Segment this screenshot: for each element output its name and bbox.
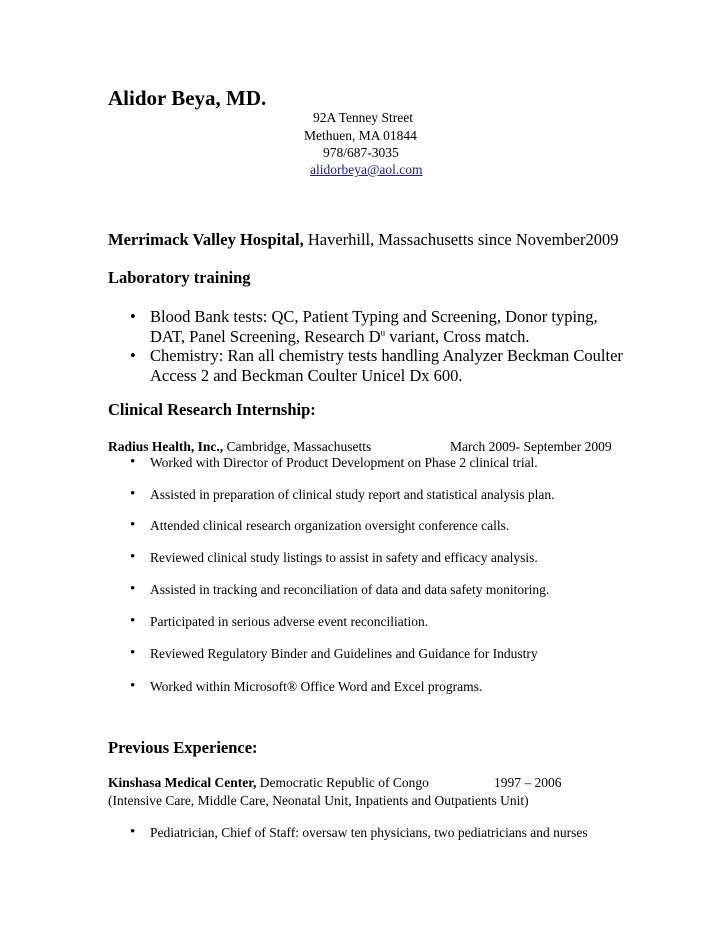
bullet-icon: • (130, 645, 136, 661)
list-item: • Attended clinical research organization oversight conference calls. (130, 517, 510, 533)
list-item: • Worked with Director of Product Development on Phase 2 clinical trial. (130, 454, 538, 470)
list-item (108, 346, 668, 385)
internship-dates: March 2009- September 2009 (450, 439, 612, 454)
previous-dates: 1997 – 2006 (494, 775, 562, 790)
list-item: • Assisted in tracking and reconciliation of data and data safety monitoring. (130, 581, 550, 597)
internship-employer: Radius Health, Inc., (108, 439, 224, 454)
bullet-icon: • (130, 613, 136, 629)
current-employer: Merrimack Valley Hospital, (108, 230, 304, 249)
current-job-details: Haverhill, Massachusetts since November2009 (303, 230, 619, 249)
lab-training-heading: Laboratory training (108, 268, 251, 287)
bullet-line: DAT, Panel Screening, Research $D^u$ variant, Cross match. (150, 326, 530, 346)
previous-experience-heading: Previous Experience: (108, 738, 258, 757)
address-street: 92A Tenney Street (313, 110, 414, 125)
lab-training-list (108, 307, 668, 385)
bullet-icon: • (130, 517, 136, 533)
candidate-name: Alidor Beya, MD. (108, 86, 267, 110)
previous-location: Democratic Republic of Congo (256, 775, 429, 790)
internship-heading: Clinical Research Internship: (108, 400, 316, 419)
address-city: Methuen, MA 01844 (304, 128, 417, 143)
list-item: • Worked within Microsoft® Office Word and Excel programs. (130, 678, 483, 694)
bullet-line: Access 2 and Beckman Coulter Unicel Dx 600. (150, 365, 463, 385)
list-item: • Reviewed clinical study listings to assist in safety and efficacy analysis. (130, 549, 538, 565)
list-item: • Participated in serious adverse event reconciliation. (130, 613, 429, 629)
bullet-icon: • (130, 307, 136, 326)
internship-employer-line (108, 439, 371, 455)
previous-units: (Intensive Care, Middle Care, Neonatal Unit, Inpatients and Outpatients Unit) (108, 793, 529, 808)
previous-employer-line (108, 775, 429, 791)
internship-location: Cambridge, Massachusetts (223, 439, 372, 454)
email-link[interactable]: alidorbeya@aol.com (310, 162, 423, 177)
bullet-icon: • (130, 824, 136, 840)
bullet-line: Chemistry: Ran all chemistry tests handling Analyzer Beckman Coulter (150, 346, 623, 365)
bullet-icon: • (130, 346, 136, 365)
bullet-line: Blood Bank tests: QC, Patient Typing and Screening, Donor typing, (150, 307, 598, 326)
bullet-icon: • (130, 581, 136, 597)
current-job-line (108, 230, 619, 250)
bullet-icon: • (130, 678, 136, 694)
bullet-icon: • (130, 454, 136, 470)
phone-number: 978/687-3035 (323, 145, 399, 160)
bullet-icon: • (130, 486, 136, 502)
list-item: • Assisted in preparation of clinical study report and statistical analysis plan. (130, 486, 555, 502)
list-item: • Reviewed Regulatory Binder and Guidelines and Guidance for Industry (130, 645, 538, 661)
bullet-icon: • (130, 549, 136, 565)
list-item: • Pediatrician, Chief of Staff: oversaw ten physicians, two pediatricians and nurses (130, 824, 588, 840)
previous-employer: Kinshasa Medical Center, (108, 775, 257, 790)
list-item (108, 307, 668, 346)
